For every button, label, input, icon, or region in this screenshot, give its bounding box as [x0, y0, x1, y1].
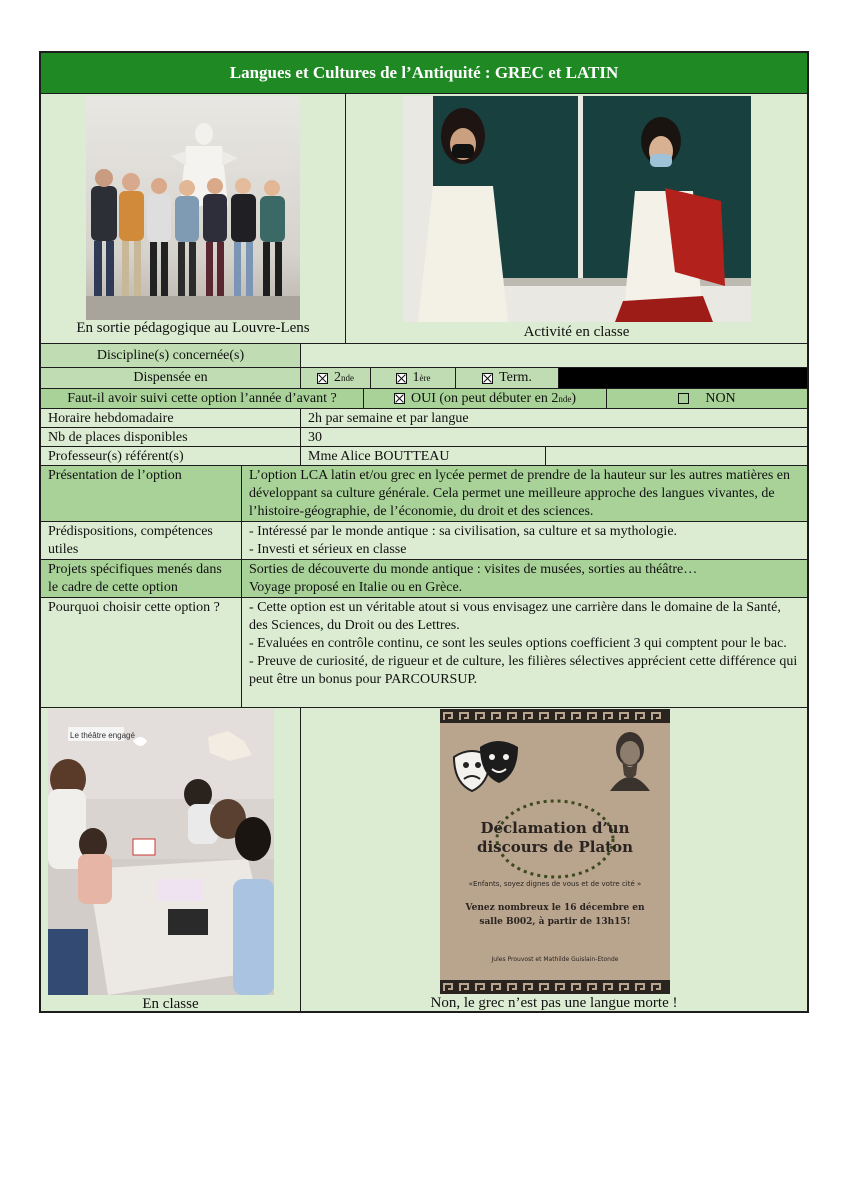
dispensee-label: Dispensée en: [41, 368, 300, 388]
poster-quote: «Enfants, soyez dignes de vous et de votre cité »: [468, 880, 642, 888]
board-text: Le théâtre engagé: [70, 731, 135, 740]
pourquoi-line: - Preuve de curiosité, de rigueur et de culture, les filières sélectives apprécient cette différence qui peut être un bonus pour PARCOURSUP.: [249, 654, 798, 687]
platon-poster: [440, 709, 670, 994]
prereq-oui-checkbox[interactable]: [394, 393, 405, 404]
discipline-value: [300, 344, 807, 367]
projets-line: Sorties de découverte du monde antique : visites de musées, sorties au théâtre…: [249, 562, 698, 577]
en-classe-photo: [48, 709, 274, 995]
option-sheet: [39, 51, 809, 1013]
poster-title: Déclamation d’un discours de Platon: [476, 819, 634, 856]
prereq-non-text: NON: [705, 390, 736, 406]
bottom-photos-row: [41, 707, 807, 1011]
prereq-oui-end: ): [571, 390, 576, 406]
page-title: Langues et Cultures de l’Antiquité : GREC et LATIN: [41, 53, 807, 93]
pourquoi-row: [41, 597, 807, 707]
louvre-photo-cell: [41, 94, 345, 343]
top-photos-row: [41, 93, 807, 343]
projets-label: Projets spécifiques menés dans le cadre de cette option: [41, 560, 241, 597]
presentation-value: L’option LCA latin et/ou grec en lycée permet de prendre de la hauteur sur les autres matières en développant sa culture générale. Cela permet une meilleure approche des langues vivantes, de l’histoire-géographie, de l’économie, du droit et des sciences.: [241, 466, 807, 521]
horaire-value: 2h par semaine et par langue: [300, 409, 807, 427]
discipline-row: [41, 343, 807, 367]
louvre-photo: [86, 96, 300, 320]
places-label: Nb de places disponibles: [41, 428, 300, 446]
prereq-oui[interactable]: [363, 389, 606, 408]
level-1ere-sup: ère: [419, 373, 431, 383]
level-2nde-sup: nde: [341, 373, 354, 383]
poster-info: Venez nombreux le 16 décembre en salle B002, à partir de 13h15!: [465, 903, 645, 927]
prof-empty: [545, 447, 807, 465]
level-term[interactable]: [455, 368, 558, 388]
level-1ere[interactable]: [370, 368, 455, 388]
projets-value: [241, 560, 807, 597]
en-classe-caption: En classe: [142, 996, 199, 1011]
prereq-oui-text: OUI (on peut débuter en 2: [410, 390, 559, 406]
predisp-row: [41, 521, 807, 559]
class-activity-photo: [403, 96, 751, 322]
discipline-label: Discipline(s) concernée(s): [41, 344, 300, 367]
pourquoi-line: - Evaluées en contrôle continu, ce sont les seules options coefficient 3 qui comptent pour le bac.: [249, 636, 787, 651]
blackout-cell: [558, 368, 807, 388]
predisp-value: [241, 522, 807, 559]
level-1ere-base: 1: [412, 370, 420, 385]
level-2nde-base: 2: [334, 370, 341, 385]
class-activity-cell: [345, 94, 807, 343]
prereq-label: Faut-il avoir suivi cette option l’année d’avant ?: [41, 389, 363, 408]
predisp-label: Prédispositions, compétences utiles: [41, 522, 241, 559]
predisp-line: - Investi et sérieux en classe: [249, 542, 407, 557]
pourquoi-line: - Cette option est un véritable atout si vous envisagez une carrière dans le domaine de la Santé, des Sciences, du Droit ou des Lettres.: [249, 600, 781, 633]
presentation-label: Présentation de l’option: [41, 466, 241, 521]
louvre-caption: En sortie pédagogique au Louvre-Lens: [76, 320, 310, 336]
presentation-row: [41, 465, 807, 521]
level-term-base: Term.: [499, 370, 532, 385]
prereq-row: [41, 388, 807, 408]
places-value: 30: [300, 428, 807, 446]
level-2nde[interactable]: [300, 368, 370, 388]
poster-caption: Non, le grec n’est pas une langue morte !: [430, 995, 678, 1011]
projets-line: Voyage proposé en Italie ou en Grèce.: [249, 580, 463, 595]
en-classe-cell: [41, 708, 300, 1011]
places-row: [41, 427, 807, 446]
prof-value: Mme Alice BOUTTEAU: [300, 447, 545, 465]
pourquoi-value: [241, 598, 807, 707]
horaire-row: [41, 408, 807, 427]
projets-row: [41, 559, 807, 597]
level-2nde-checkbox[interactable]: [317, 373, 328, 384]
class-activity-caption: Activité en classe: [523, 324, 630, 340]
prof-label: Professeur(s) référent(s): [41, 447, 300, 465]
prereq-oui-sup: nde: [558, 393, 572, 404]
dispensee-row: [41, 367, 807, 388]
horaire-label: Horaire hebdomadaire: [41, 409, 300, 427]
prereq-non-checkbox[interactable]: [678, 393, 689, 404]
prereq-non[interactable]: [606, 389, 807, 408]
prof-row: [41, 446, 807, 465]
poster-cell: [300, 708, 807, 1011]
level-1ere-checkbox[interactable]: [396, 373, 407, 384]
pourquoi-label: Pourquoi choisir cette option ?: [41, 598, 241, 707]
level-term-checkbox[interactable]: [482, 373, 493, 384]
poster-authors: Jules Prouvost et Mathilde Guislain-Etonde: [491, 956, 619, 963]
predisp-line: - Intéressé par le monde antique : sa civilisation, sa culture et sa mythologie.: [249, 524, 678, 539]
